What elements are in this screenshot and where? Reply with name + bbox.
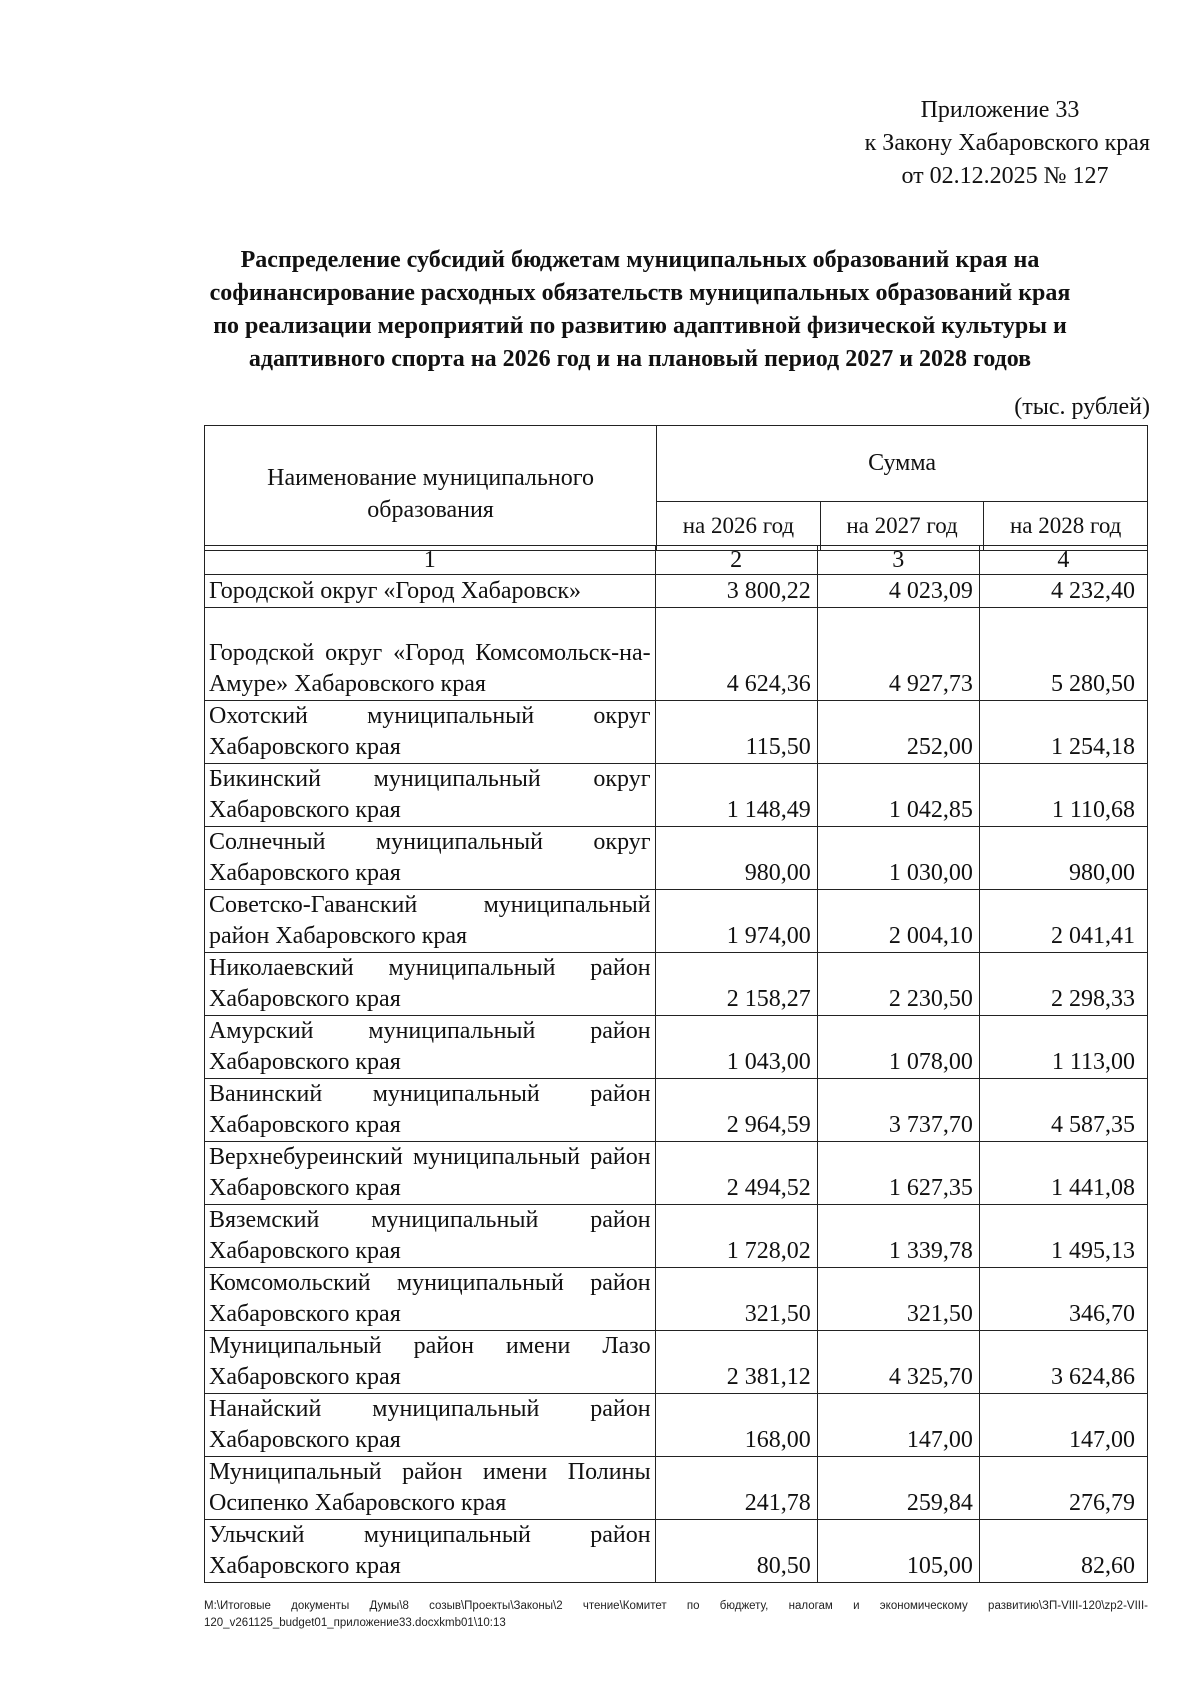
table-header	[204, 425, 1148, 551]
value-2027: 4 023,09	[817, 575, 979, 608]
value-2028: 82,60	[979, 1520, 1147, 1583]
header-year-2026: на 2026 год	[657, 502, 821, 551]
value-2028: 980,00	[979, 827, 1147, 890]
value-2028: 276,79	[979, 1457, 1147, 1520]
table-row	[205, 608, 1148, 701]
municipality-name: Солнечный муниципальный округ Хабаровского края	[205, 827, 656, 890]
value-2027: 3 737,70	[817, 1079, 979, 1142]
value-2027: 105,00	[817, 1520, 979, 1583]
value-2027: 321,50	[817, 1268, 979, 1331]
table-row	[205, 890, 1148, 953]
title-line-4: адаптивного спорта на 2026 год и на плановый период 2027 и 2028 годов	[248, 346, 1032, 372]
value-2028: 2 041,41	[979, 890, 1147, 953]
municipality-name: Городской округ «Город Хабаровск»	[205, 575, 656, 608]
table-row	[205, 764, 1148, 827]
column-number: 3	[817, 546, 979, 575]
value-2026: 321,50	[655, 1268, 817, 1331]
value-2027: 1 078,00	[817, 1016, 979, 1079]
value-2026: 1 148,49	[655, 764, 817, 827]
municipality-name: Комсомольский муниципальный район Хабаровского края	[205, 1268, 656, 1331]
value-2028: 4 587,35	[979, 1079, 1147, 1142]
units-label: (тыс. рублей)	[1014, 394, 1150, 420]
table-row	[205, 701, 1148, 764]
table-row	[205, 575, 1148, 608]
municipality-name: Советско-Гаванский муниципальный район Хабаровского края	[205, 890, 656, 953]
municipality-name: Вяземский муниципальный район Хабаровского края	[205, 1205, 656, 1268]
value-2028: 2 298,33	[979, 953, 1147, 1016]
value-2027: 2 004,10	[817, 890, 979, 953]
table-row	[205, 1394, 1148, 1457]
value-2027: 4 927,73	[817, 608, 979, 701]
column-number: 4	[979, 546, 1147, 575]
table-row	[205, 1457, 1148, 1520]
value-2026: 1 974,00	[655, 890, 817, 953]
value-2028: 1 495,13	[979, 1205, 1147, 1268]
table-row	[205, 953, 1148, 1016]
value-2026: 1 043,00	[655, 1016, 817, 1079]
value-2026: 2 964,59	[655, 1079, 817, 1142]
header-sum-column: Сумма	[657, 426, 1148, 502]
municipality-name: Николаевский муниципальный район Хабаровского края	[205, 953, 656, 1016]
table-row	[205, 1016, 1148, 1079]
appendix-header	[790, 94, 1150, 193]
municipality-name: Ванинский муниципальный район Хабаровского края	[205, 1079, 656, 1142]
table-row	[205, 1079, 1148, 1142]
column-number: 2	[655, 546, 817, 575]
law-reference: к Закону Хабаровского края	[864, 130, 1150, 156]
column-number: 1	[205, 546, 656, 575]
table-row	[205, 1520, 1148, 1583]
title-line-1: Распределение субсидий бюджетам муниципальных образований края на	[240, 247, 1040, 273]
value-2028: 1 441,08	[979, 1142, 1147, 1205]
value-2028: 3 624,86	[979, 1331, 1147, 1394]
municipality-name: Городской округ «Город Комсомольск-на-Амуре» Хабаровского края	[205, 608, 656, 701]
table-row	[205, 1268, 1148, 1331]
law-date-number: от 02.12.2025 № 127	[901, 163, 1109, 189]
value-2027: 147,00	[817, 1394, 979, 1457]
value-2026: 80,50	[655, 1520, 817, 1583]
title-line-2: софинансирование расходных обязательств муниципальных образований края	[209, 280, 1071, 306]
table-row	[205, 1142, 1148, 1205]
municipality-name: Муниципальный район имени Полины Осипенко Хабаровского края	[205, 1457, 656, 1520]
value-2027: 1 042,85	[817, 764, 979, 827]
appendix-number: Приложение 33	[920, 97, 1080, 123]
table-row	[205, 1205, 1148, 1268]
file-path-footer: M:\Итоговые документы Думы\8 созыв\Проекты\Законы\2 чтение\Комитет по бюджету, налогам и экономическому развитию\ЗП-VIII-120\zp2-VIII-120_v261125_budget01_приложение33.docxkmb01\10:13	[204, 1600, 1148, 1629]
municipality-name: Охотский муниципальный округ Хабаровского края	[205, 701, 656, 764]
header-year-2028: на 2028 год	[984, 502, 1148, 551]
value-2026: 2 158,27	[655, 953, 817, 1016]
value-2027: 259,84	[817, 1457, 979, 1520]
value-2028: 147,00	[979, 1394, 1147, 1457]
value-2026: 2 381,12	[655, 1331, 817, 1394]
municipality-name: Ульчский муниципальный район Хабаровского края	[205, 1520, 656, 1583]
header-year-2027: на 2027 год	[820, 502, 984, 551]
municipality-name: Верхнебуреинский муниципальный район Хабаровского края	[205, 1142, 656, 1205]
municipality-name: Амурский муниципальный район Хабаровского края	[205, 1016, 656, 1079]
value-2026: 241,78	[655, 1457, 817, 1520]
value-2026: 4 624,36	[655, 608, 817, 701]
value-2027: 2 230,50	[817, 953, 979, 1016]
value-2026: 980,00	[655, 827, 817, 890]
municipality-name: Муниципальный район имени Лазо Хабаровского края	[205, 1331, 656, 1394]
value-2027: 1 627,35	[817, 1142, 979, 1205]
subsidy-table	[204, 545, 1148, 1583]
value-2027: 1 339,78	[817, 1205, 979, 1268]
value-2028: 4 232,40	[979, 575, 1147, 608]
value-2028: 1 110,68	[979, 764, 1147, 827]
value-2028: 346,70	[979, 1268, 1147, 1331]
value-2026: 168,00	[655, 1394, 817, 1457]
value-2027: 1 030,00	[817, 827, 979, 890]
value-2027: 4 325,70	[817, 1331, 979, 1394]
value-2026: 3 800,22	[655, 575, 817, 608]
municipality-name: Нанайский муниципальный район Хабаровского края	[205, 1394, 656, 1457]
value-2028: 5 280,50	[979, 608, 1147, 701]
title-line-3: по реализации мероприятий по развитию адаптивной физической культуры и	[213, 313, 1067, 339]
document-title	[140, 244, 1140, 376]
value-2026: 2 494,52	[655, 1142, 817, 1205]
municipality-name: Бикинский муниципальный округ Хабаровского края	[205, 764, 656, 827]
value-2026: 115,50	[655, 701, 817, 764]
header-name-column: Наименование муниципального образования	[205, 426, 657, 551]
column-numbers-row	[205, 546, 1148, 575]
value-2028: 1 254,18	[979, 701, 1147, 764]
table-row	[205, 827, 1148, 890]
value-2027: 252,00	[817, 701, 979, 764]
table-row	[205, 1331, 1148, 1394]
value-2026: 1 728,02	[655, 1205, 817, 1268]
value-2028: 1 113,00	[979, 1016, 1147, 1079]
